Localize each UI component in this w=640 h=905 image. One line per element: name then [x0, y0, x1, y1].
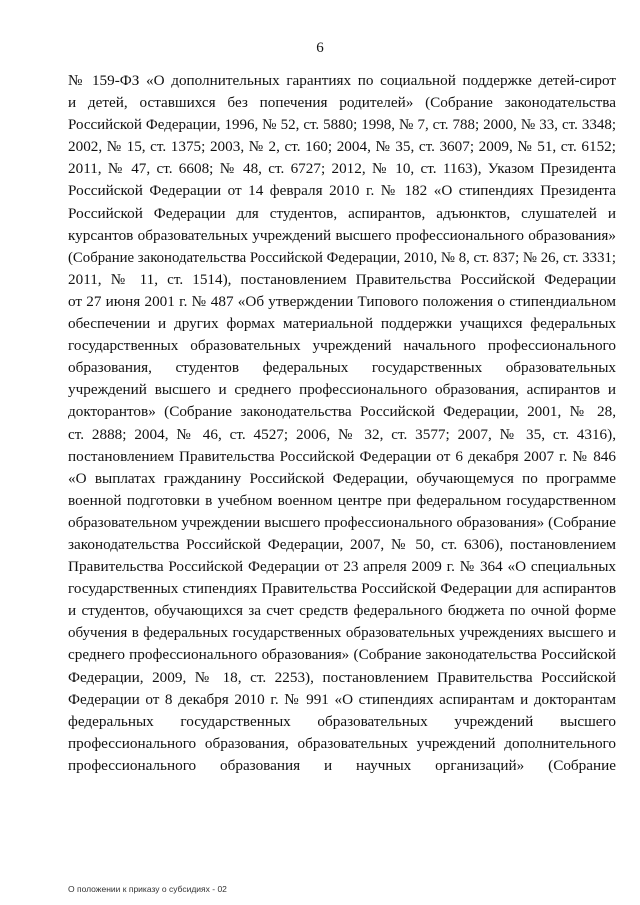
text-line: ст. 2888; 2004, № 46, ст. 4527; 2006, № 32, ст. 3577; 2007, № 35, ст. 4316),	[68, 425, 616, 443]
body-text	[68, 70, 616, 777]
text-line: федеральных государственных образовательных учреждений высшего	[68, 712, 616, 730]
text-line: и детей, оставшихся без попечения родителей» (Собрание законодательства	[68, 94, 616, 112]
text-line: от 27 июня 2001 г. № 487 «Об утверждении Типового положения о стипендиальном	[68, 292, 616, 310]
text-line: Российской Федерации, 1996, № 52, ст. 5880; 1998, № 7, ст. 788; 2000, № 33, ст. 3348;	[68, 117, 616, 134]
text-line: Российской Федерации для студентов, аспирантов, адъюнктов, слушателей и	[68, 204, 616, 222]
text-line: «О выплатах гражданину Российской Федерации, обучающемуся по программе	[68, 469, 616, 487]
text-line: Российской Федерации от 14 февраля 2010 г. № 182 «О стипендиях Президента	[68, 182, 616, 200]
text-line: учреждений высшего и среднего профессионального образования, аспирантов и	[68, 381, 616, 399]
page-number: 6	[316, 40, 324, 56]
text-line: 2002, № 15, ст. 1375; 2003, № 2, ст. 160; 2004, № 35, ст. 3607; 2009, № 51, ст. 6152;	[68, 138, 616, 156]
text-line: Правительства Российской Федерации от 23 апреля 2009 г. № 364 «О специальных	[68, 558, 616, 576]
text-line: обучения в федеральных государственных образовательных учреждениях высшего и	[68, 625, 616, 642]
text-line: № 159-ФЗ «О дополнительных гарантиях по социальной поддержке детей-сирот	[68, 72, 616, 89]
text-line: Федерации, 2009, № 18, ст. 2253), постановлением Правительства Российской	[68, 668, 616, 686]
text-line: образования, студентов федеральных государственных образовательных	[68, 359, 616, 377]
text-line: курсантов образовательных учреждений высшего профессионального образования»	[68, 226, 616, 244]
text-line: образовательном учреждении высшего профессионального образования» (Собрание	[68, 513, 616, 531]
text-line: Федерации от 8 декабря 2010 г. № 991 «О стипендиях аспирантам и докторантам	[68, 690, 616, 708]
text-line: государственных образовательных учреждений начального профессионального	[68, 337, 616, 355]
text-line: законодательства Российской Федерации, 2007, № 50, ст. 6306), постановлением	[68, 535, 616, 553]
text-line: 2011, № 11, ст. 1514), постановлением Правительства Российской Федерации	[68, 270, 616, 288]
text-line: (Собрание законодательства Российской Федерации, 2010, № 8, ст. 837; № 26, ст. 3331;	[68, 249, 616, 266]
text-line: и студентов, обучающихся за счет средств федерального бюджета по очной форме	[68, 602, 616, 620]
text-line: 2011, № 47, ст. 6608; № 48, ст. 6727; 2012, № 10, ст. 1163), Указом Президента	[68, 160, 616, 178]
text-line: обеспечении и других формах материальной поддержки учащихся федеральных	[68, 315, 616, 333]
text-line: государственных стипендиях Правительства Российской Федерации для аспирантов	[68, 580, 616, 598]
footer-note: О положении к приказу о субсидиях - 02	[68, 884, 227, 894]
text-line: докторантов» (Собрание законодательства Российской Федерации, 2001, № 28,	[68, 403, 616, 421]
text-line: среднего профессионального образования» (Собрание законодательства Российской	[68, 646, 616, 664]
text-line: профессионального образования и научных организаций» (Собрание	[68, 756, 616, 774]
text-line: военной подготовки в учебном военном центре при федеральном государственном	[68, 491, 616, 509]
text-line: постановлением Правительства Российской Федерации от 6 декабря 2007 г. № 846	[68, 447, 616, 465]
text-line: профессионального образования, образовательных учреждений дополнительного	[68, 734, 616, 752]
